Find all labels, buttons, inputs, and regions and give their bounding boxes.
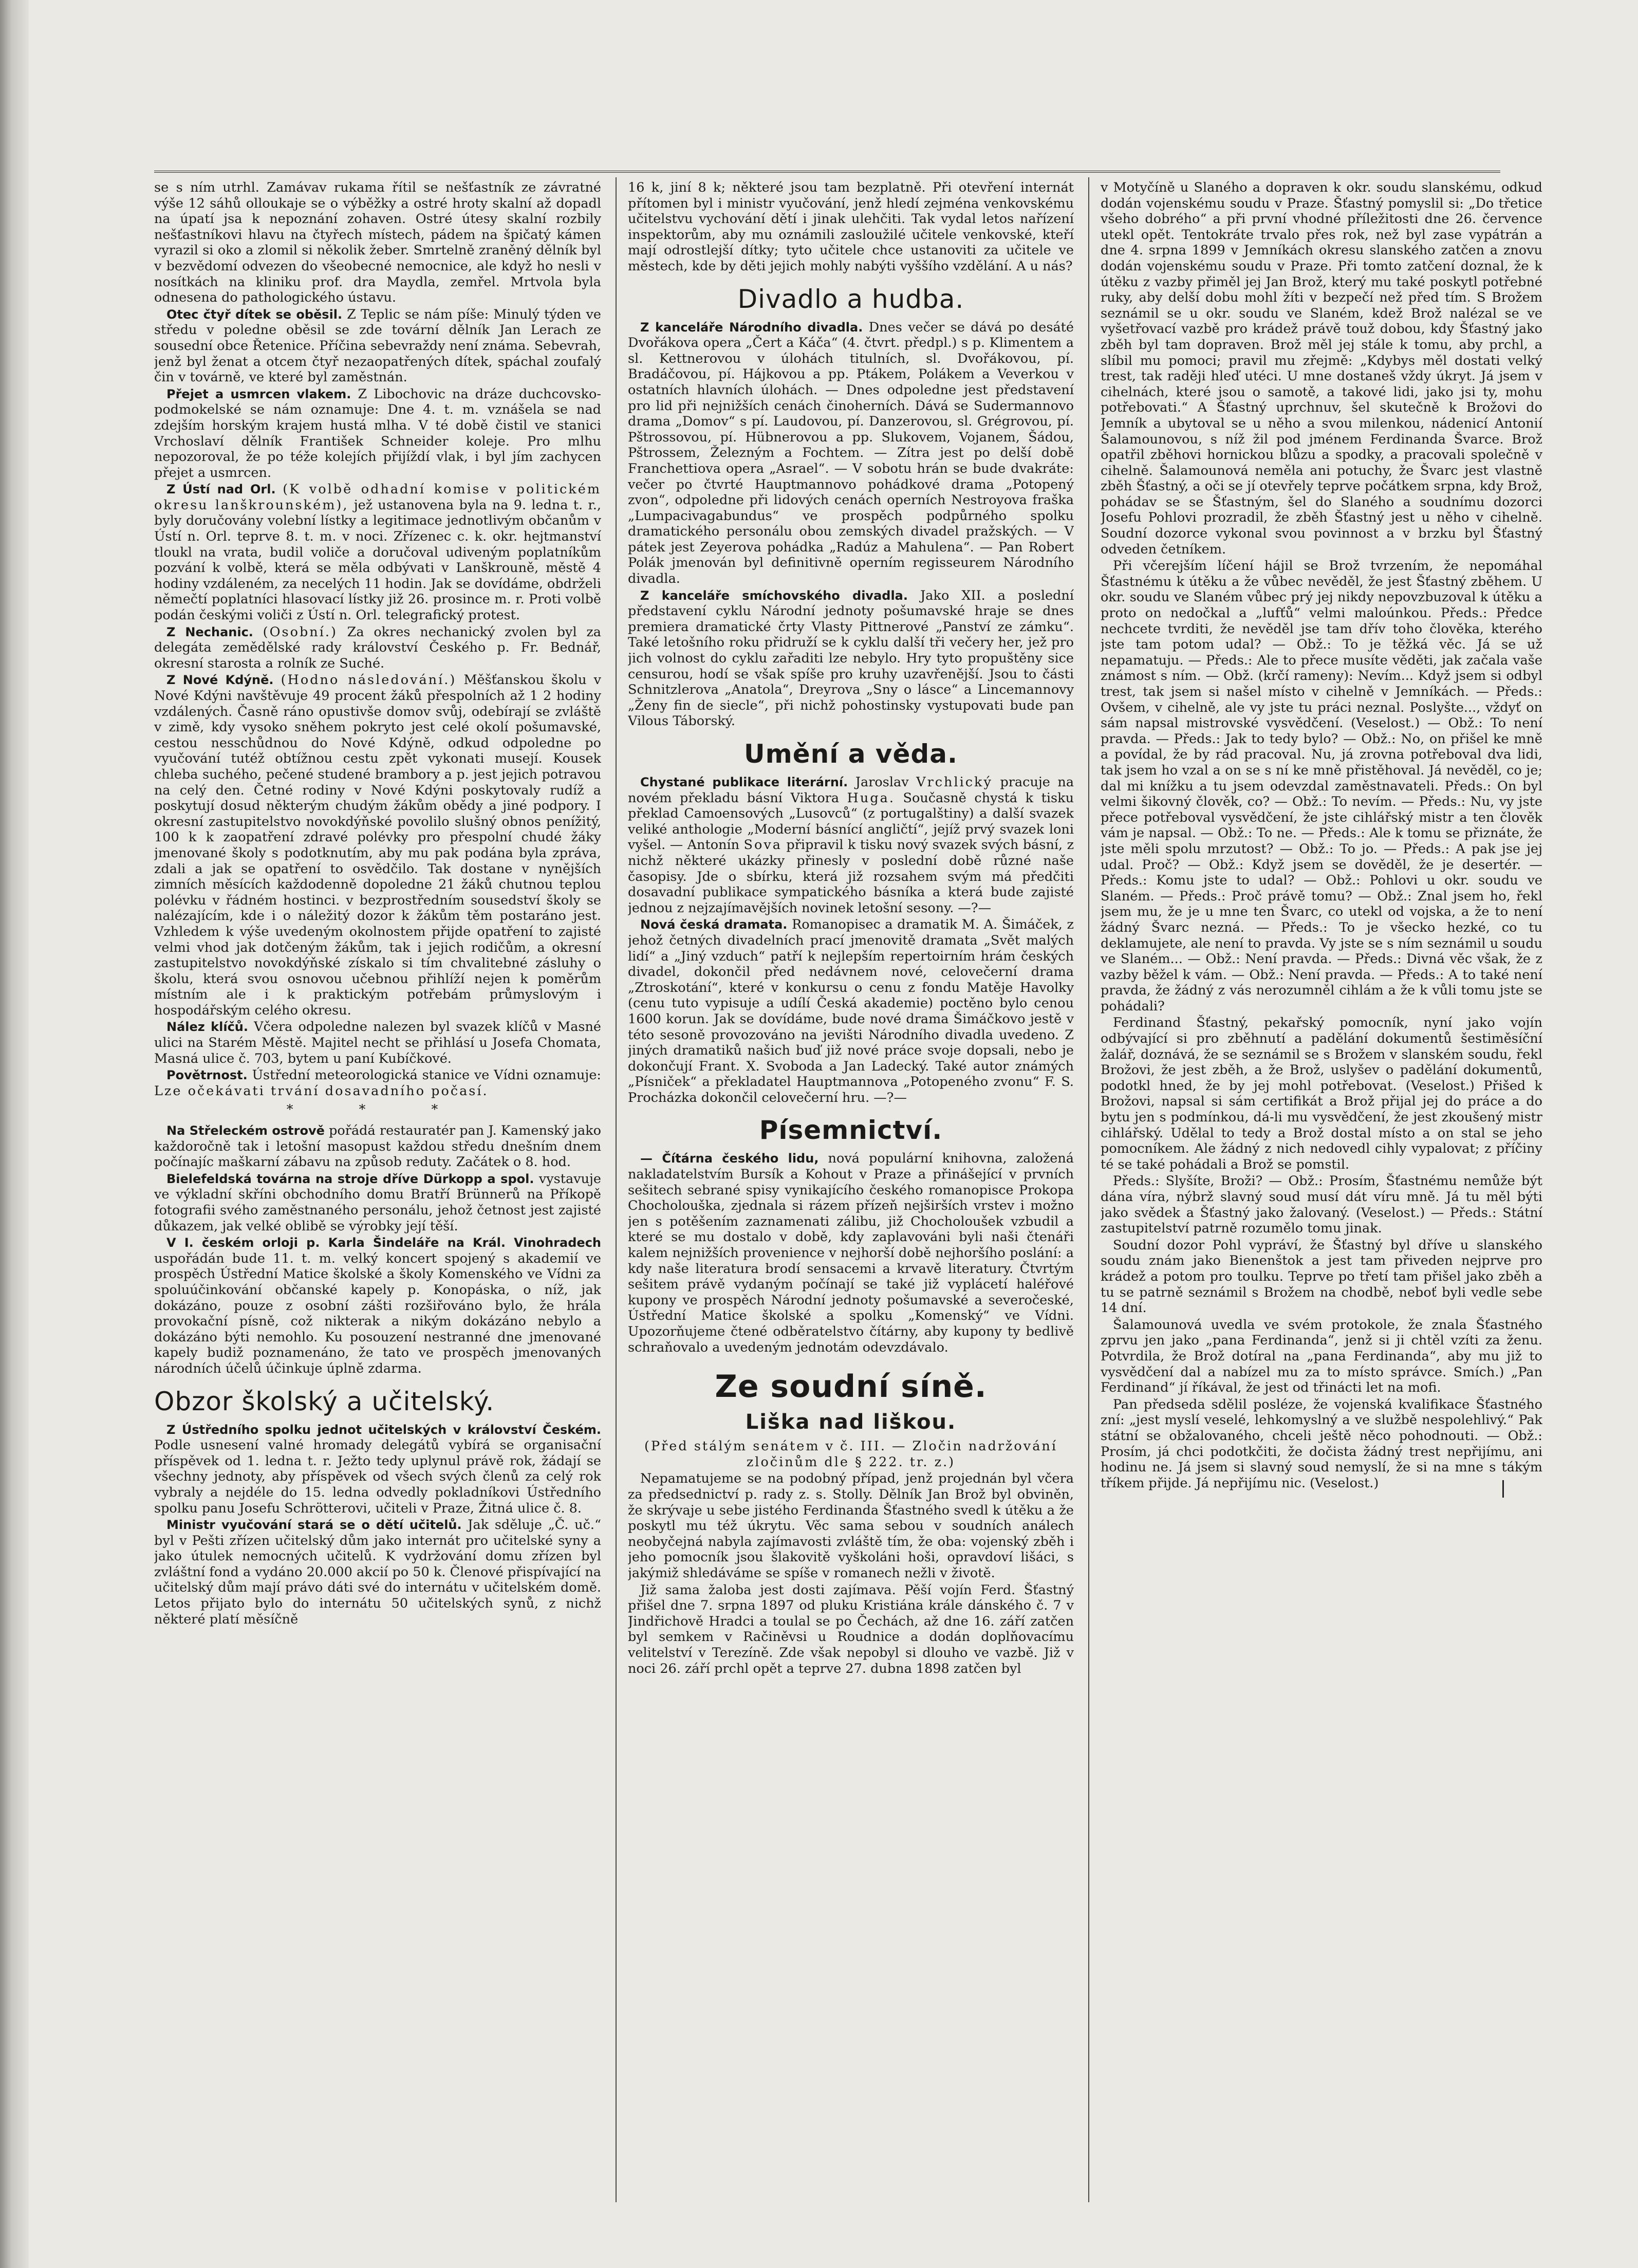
news-item	[628, 588, 1074, 729]
item-text: Z Teplic se nám píše: Minulý týden ve středu v poledne oběsil se zde tovární dělník Jan Lerach ze sousední obce Řetenice. Příčina sebevraždy není známa. Sebevrah, jenž byl ženat a otcem čtyř nezaopatřených dítek, spáchal zoufalý čin v továrně, ve které byl zaměstnán.	[154, 306, 601, 385]
item-text: uspořádán bude 11. t. m. velký koncert spojený s akademií ve prospěch Ústřední Matice školské a školy Komenského ve Vídni za spoluúčinkování občanské kapely p. Konopáska, o níž, jak dokázáno, pouze z osobní zášti rozšiřováno bylo, že hrála provokační písně, což nikterak a nikým dokázáno nebylo a dokázáno býti nemohlo. Ku posouzení nestranné dne jmenované kapely budiž poznamenáno, že tato ve prospěch jmenovaných národních účelů účinkuje úplně zdarma.	[154, 1250, 601, 1376]
item-heading: Bielefeldská továrna na stroje dříve Dürkopp a spol.	[166, 1171, 534, 1186]
item-heading: Povětrnost.	[166, 1068, 248, 1083]
item-text: nová populární knihovna, založená nakladatelstvím Bursík a Kohout v Praze a přinášející v prvních sešitech sebrané spisy vynikajícího českého romanopisce Prokopa Chocholouška, zjednala si rázem přízeň nejširších vrstev i možno jen s potěšením zaznamenati zálibu, již Chocholoušek vzbudil a které se mu dostalo v době, kdy zaplavováni byli naši čtenáři kalem nejnižších provenience v nejhorší době nejhoršího poslání: a kdy naše literatura brodí sensacemi a krvavě literatury. Čtvrtým sešitem právě vydaným počínají se také již vyplácetí haléřové kupony ve prospěch Národní jednoty pošumavské a severočeské, Ústřední Matice školské a spolku „Komenský“ ve Vídni. Upozorňujeme čtené odběratelstvo čítárny, aby kupony ty bedlivě schraňovalo a uvedeným jednotám odevzdávalo.	[628, 1151, 1074, 1355]
news-item	[154, 624, 601, 672]
binding-edge	[0, 0, 29, 2268]
section-heading-school: Obzor školský a učitelský.	[154, 1386, 495, 1416]
news-item	[628, 917, 1074, 1105]
court-text: v Motyčíně u Slaného a dopraven k okr. soudu slanskému, odkud dodán vojenskému soudu v Praze. Šťastný pomyslil si: „Do třetice všeho dobrého“ a při první vhodné příležitosti dne 26. července utekl opět. Tentokráte trvalo přes rok, než byl zase vypátrán a dne 4. srpna 1899 v Jemníkách okresu slanského zatčen a znovu dodán vojenskému soudu v Praze. Při tomto zatčení doznal, že k útěku z vazby přiměl jej Jan Brož, který mu také poskytl potřebné ruky, aby delší dobu mohl žíti v bezpečí než před tím. S Brožem seznámil se u okr. soudu ve Slaném, kdež Brož nalézal se ve vyšetřovací vazbě pro krádež právě touž dobou, kdy Šťastný jako zběh byl tam dopraven. Brož měl jej stále k tomu, aby prchl, a slíbil mu pomoci; pravil mu zřejmě: „Kdybys měl dostati velký trest, tak raději hleď utéci. U mne dostaneš vždy úkryt. Já jsem v cihelnách, které jsou o samotě, a takové lidi, jako jsi ty, mohu potřebovati.“ A Šťastný uprchnuv, šel skutečně k Brožovi do Jemník a ubytoval se u něho a svou milenkou, nádenicí Antonií Šalamounovou, s níž žil pod jménem Ferdinanda Švarce. Brož opatřil zběhovi hornickou blůzu a spodky, a pracovali společně v cihelně. Šalamounová neměla ani potuchy, že Švarc jest vlastně zběh Šťastný, a oči se jí otevřely teprve počátkem srpna, kdy Brož, pohádav se se Šťastným, šel do Slaného a soudnímu dozorci Josefu Pohlovi prozradil, že zběh Šťastný jest u něho v cihelně. Soudní dozorce vykonal svou povinnost a v brzku byl Šťastný odveden četníkem.	[1101, 180, 1542, 557]
item-spaced: Lze očekávati trvání dosavadního počasí.	[154, 1083, 489, 1099]
article-text: 16 k, jiní 8 k; některé jsou tam bezplatně. Při otevření internát přítomen byl i ministr vyučování, jenž hledí zejména venkovskému učitelstvu vychování dětí i jinak ulehčiti. Tak vydal letos nařízení inspektorům, aby mu oznámili zasloužilé učitele venkovské, kteří mají odrostlejší dítky; tyto učitele chce ustanoviti za učitele ve městech, kde by děti jejich mohly nabýti vyššího vzdělání. A u nás?	[628, 180, 1074, 274]
column-rule-1	[616, 177, 617, 2202]
item-text: připravil k tisku nový svazek svých básní, z nichž některé ukázky přinesly v poslední době různé naše časopisy. Jde o sbírku, která již rozsahem svým má předčiti dosavadní publikace sympatického básníka a která bude zajisté jednou z nejzajímavějších novinek letošní sesony. —?—	[628, 837, 1074, 916]
item-heading: Z Nové Kdýně.	[166, 673, 274, 688]
item-heading: Otec čtyř dítek se oběsil.	[166, 307, 343, 322]
item-text: Romanopisec a dramatik M. A. Šimáček, z jehož četných divadelních prací jmenovitě dramata „Svět malých lidí“ a „Jiný vzduch“ patří k nejlepším repertoirním hrám českých divadel, dokončil před nedávnem nové, celovečerní drama „Ztroskotání“, které v konkursu o cenu z fondu Matěje Havolky (cenu tuto vypisuje a udílí Česká akademie) poctěno bylo cenou 1600 korun. Jak se dovídáme, bude nové drama Šimáčkovo jestě v této sesoně provozováno na jevišti Národního divadla uvedeno. Z jiných dramatiků našich buď již nové práce svoje dopsali, nebo je dokončují Frant. X. Svoboda a Jan Ladecký. Také autor známých „Písniček“ a překladatel Hauptmannova „Potopeného zvonu“ F. S. Procházka dokončil celovečerní hru. —?—	[628, 917, 1074, 1105]
item-heading: Nová česká dramata.	[640, 917, 788, 932]
item-heading: Ministr vyučování stará se o dětí učitelů.	[166, 1518, 462, 1533]
court-text: Pan předseda sdělil posléze, že vojenská kvalifikace Šťastného zní: „jest myslí veselé, lehkomyslný a ve službě nespolehlivý.“ Pak státní se obžalovaného, chceli ještě něco pohodnouti. — Obž.: Prosím, já chci podotkčiti, že dočista žádný trest nepřijímu, ani hodinu ne. Já jsem si slavný soud nemyslí, že si na mne s tákým tříkem přijde. Já nepřijímu nic. (Veselost.)	[1101, 1396, 1542, 1491]
item-text: Podle usnesení valné hromady delegátů vybírá se organisační příspěvek od 1. ledna t. r. Ježto tedy uplynul právě rok, žádají se všechny jednoty, aby příspěvek od všech svých členů za celý rok vybraly a nejdéle do 15. ledna odvedly pokladníkovi Ústředního spolku panu Josefu Schrötterovi, učiteli v Praze, Žitná ulice č. 8.	[154, 1437, 601, 1516]
court-text: Ferdinand Šťastný, pekařský pomocník, nyní jako vojín odbývající si pro zběhnutí a padělání dokumentů šestiměsíční žalář, doznává, že se seznámil se s Brožem v slanském soudu, řekl Brožovi, že jest zběh, a že Brož, uslyšev o padělání dokumentů, podotkl hned, že by jej mohl potřebovat. (Veselost.) Přišed k Brožovi, napsal si sám certifikát a Brož přijal jej do práce a do bytu jen s podmínkou, dá-li mu vysvědčení, že jest zkoušený mistr cihlářský. Udělal to tedy a Brož dostal místo a on stal se jeho pomocníkem. Ale žádný z nich nedovedl cihly vypalovat; z příčiny té se také pohádali a Brož se pomstil.	[1101, 1015, 1542, 1172]
court-article-title: Liška nad liškou.	[745, 1410, 957, 1434]
news-item	[628, 775, 1074, 916]
item-text: Za okres nechanický zvolen byl za delegáta zemědělské rady království Českého p. Fr. Bednář, okresní starosta a rolník ze Suché.	[154, 624, 601, 671]
section-heading-literature: Písemnictví.	[759, 1115, 943, 1146]
news-item	[154, 1123, 601, 1170]
news-item	[154, 1235, 601, 1376]
item-heading: Z kanceláře smíchovského divadla.	[640, 588, 908, 603]
item-text: Dnes večer se dává po desáté Dvořákova opera „Čert a Káča“ (4. čtvrt. předpl.) s p. Klimentem a sl. Kettnerovou v úlohách titulních, sl. Dvořákovou, pí. Bradáčovou, pí. Hájkovou a pp. Ptákem, Polákem a Veverkou v ostatních hlavních úlohách. — Dnes odpoledne jest představení pro lid při nejnižších cenách činoherních. Dává se Sudermannovo drama „Domov“ s pí. Laudovou, pí. Danzerovou, sl. Grégrovou, pí. Pštrossovou, pí. Hübnerovou a pp. Slukovem, Vojanem, Šádou, Pštrossem, Železným a Fochtem. — Zítra jest po delší době Franchettiova opera „Asrael“. — V sobotu hrán se bude dvakráte: večer po čtvrté Hauptmannovo pohádkové drama „Potopený zvon“, odpoledne při lidových cenách operních Nestroyova fraška „Lumpacivagabundus“ ve prospěch podpůrného spolku dramatického personálu obou zemských divadel pražských. — V pátek jest Zeyerova pohádka „Radúz a Mahulena“. — Pan Robert Polák jmenován byl definitivně operním regisseurem Národního divadla.	[628, 319, 1074, 587]
news-item	[154, 1422, 601, 1517]
item-text: Jako XII. a poslední představení cyklu Národní jednoty pošumavské hraje se dnes premiera dramatické črty Vlasty Pittnerové „Panství ze zámku“. Také letošního roku přidruží se k cyklu další tři večery her, jež pro jich volnost do cyklu zařaditi lze nebylo. Hry tyto propuštěny sice censurou, hodí se však spíše pro kruhy uzavřenější. Jsou to části Schnitzlerova „Anatola“, Dreyrova „Sny o lásce“ a Lincemannovy „Ženy fin de siecle“, při nichž pohostinsky vystupovati bude pan Vilous Táborský.	[628, 587, 1074, 729]
section-heading-court: Ze soudní síně.	[715, 1369, 987, 1405]
item-text: pořádá restauratér pan J. Kamenský jako každoročně tak i letošní masopust každou středu dnešním dnem počínajíc maškarní zábavu na způsob reduty. Začátek o 8. hod.	[154, 1123, 601, 1170]
item-spaced: (Hodno následování.)	[281, 672, 457, 688]
item-spaced: (Osobní.)	[263, 624, 338, 640]
court-text: Šalamounová uvedla ve svém protokole, že znala Šťastného zprvu jen jako „pana Ferdinanda“, jenž si ji chtěl vzíti za ženu. Potvrdila, že Brož dotíral na „pana Ferdinanda“, aby mu již to vysvědčení dal a nabízel mu za to místo správce. Smích.) „Pan Ferdinand“ jí říkával, že jest od třinácti let na mofi.	[1101, 1317, 1542, 1396]
court-text: Při včerejším líčení hájil se Brož tvrzením, že nepomáhal Šťastnému k útěku a že vůbec nevěděl, že jest Šťastný zběhem. U okr. soudu ve Slaném vůbec prý jej nikdy nepovzbuzoval k útěku a proto on nedočkal a „lufťů“ velmi maloúnkou. Předs.: Předce nechcete tvrditi, že nevěděl jse tam dřív toho člověka, kterého jste tam potom udal? — Obž.: To je těžká věc. Já se už nepamatuju. — Předs.: Ale to přece musíte věděti, jak začala vaše známost s ním. — Obž. (krčí rameny): Nevím... Když jsem si odbyl trest, tak jsem si našel místo v cihelně v Jemníkách. — Předs.: Ovšem, v cihelně, ale vy jste tu práci neznal. Poslyšte..., vždyť on sám napsal mistrovské vysvědčení. (Veselost.) — Obž.: To není pravda. — Předs.: Jak to tedy bylo? — Obž.: No, on přišel ke mně a povídal, že by rád pracoval. Nu, já zrovna potřeboval dva lidi, tak jsem ho vzal a on se s ní ke mně přistěhoval. Já nevěděl, co je; dal mi knížku a tu jsem odevzdal zaměstnavateli. Předs.: On byl velmi šikovný člověk, co? — Obž.: To nevím. — Předs.: Nu, vy jste přece potřeboval vysvědčení, že jste cihlářský mistr a ten člověk vám je napsal. — Obž.: To ne. — Předs.: Ale k tomu se přiznáte, že jste měli spolu mrzutost? — Obž.: To jo. — Předs.: A pak jse jej udal. Proč? — Obž.: Když jsem se dověděl, že je desertér. — Předs.: Komu jste to udal? — Obž.: Pohlovi u okr. soudu ve Slaném. — Předs.: Proč právě tomu? — Obž.: Znal jsem ho, řekl jsem mu, že je u mne ten Švarc, co utekl od vojska, a že to není žádný Švarc nezná. — Předs.: To je všecko hezké, co tu deklamujete, ale není to pravda. Vy jste se s ním seznámil u soudu ve Slaném... — Obž.: Není pravda. — Předs.: Divná věc však, že z vazby běžel k vám. — Obž.: Není pravda. — Předs.: A to také není pravda, že žádný z vás nerozumněl cihlám a že k vůli tomu jste se pohádali?	[1101, 558, 1542, 1014]
item-spaced: (K volbě odhadní komise v politickém okresu lanškrounském),	[154, 482, 601, 513]
court-text: Soudní dozor Pohl vypráví, že Šťastný byl dříve u slanského soudu znám jako Bienenštok a jest tam přiveden nejprve pro krádež a potom pro toulku. Teprve po třetí tam přišel jako zběh a tu se patrně seznámil s Brožem na chodbě, neboť byli vedle sebe 14 dní.	[1101, 1237, 1542, 1316]
article-text: se s ním utrhl. Zamávav rukama řítil se nešťastník ze závratné výše 12 sáhů olloukaje se o výběžky a ostré hroty skalní až dopadl na úpatí jsa k nepoznání zohaven. Ostré útesy skalní rozbily nešťastníkovi hlavu na čtyřech místech, pádem na špičatý kámen vyrazil si oko a zlomil si několik žeber. Smrtelně zraněný dělník byl v bezvědomí odvezen do všeobecné nemocnice, ale když ho nesli v nosítkách na kliniku prof. dra Maydla, zemřel. Mrtvola byla odnesena do pathologického ústavu.	[154, 180, 601, 306]
column-rule-2	[1088, 177, 1089, 2202]
item-text: jež ustanovena byla na 9. ledna t. r., byly doručovány volební lístky a legitimace jednotlivým občanům v Ústí n. Orl. teprve 8. t. m. v noci. Zřízenec c. k. okr. hejtmanství tloukl na vrata, budil voliče a doručoval udiveným poplatníkům pozvání k volbě, která se měla odbývati v Lanškrouně, městě 4 hodiny vzdáleném, za necelých 11 hodin. Jak se dovídáme, obdrželi němečtí poplatníci hlasovací lístky již 26. prosince m. r. Proti volbě podán českými voliči z Ústí n. Orl. telegrafický protest.	[154, 497, 601, 623]
news-item	[628, 320, 1074, 587]
section-heading-theatre: Divadlo a hudba.	[737, 284, 964, 314]
item-heading: Z kanceláře Národního divadla.	[640, 320, 863, 335]
court-text: Předs.: Slyšíte, Broži? — Obž.: Prosím, Šťastnému nemůže být dána víra, nýbrž slavný soud musí dát víru mně. Já tu měl býti jako svědek a Šťastný jako žalovaný. (Veselost.) — Předs.: Státní zastupitelství patrně rozumělo tomu jinak.	[1101, 1173, 1542, 1237]
margin-mark	[1502, 1480, 1504, 1498]
court-article-subhead: (Před stálým senátem v č. III. — Zločin nadržování zločinům dle § 222. tr. z.)	[644, 1439, 1057, 1470]
news-item	[154, 672, 601, 1018]
item-text: Měšťanskou školu v Nové Kdýni navštěvuje 49 procent žáků přespolních až 1 2 hodiny vzdálených. Časně ráno opustivše domov svůj, odebírají se zvláště v zimě, kdy vysoko sněhem pokryto jest celé okolí pošumavské, cestou nesschůdnou do Nové Kdýně, odkud odpoledne po vyučování tutéž obtížnou cestu zpět vykonati musejí. Kousek chleba suchého, pečené studené brambory a p. jest jejich potravou na celý den. Četné rodiny v Nové Kdýni poskytovaly rudíž a poskytují dosud některým chudým žákům obědy a jiné podpory. I okresní zastupitelstvo novokdýňské povolilo slušný obnos penížitý, 100 k k zaopatření zdravé polévky pro přespolní chudé žáky jmenované školy s podotknutím, aby mu pak podána byla zpráva, zdali a jak se opatření to osvědčilo. Tak dostane v nynějších zimních měsících každodenně dopoledne 21 žáků chutnou teplou polévku v řádném hostinci. v bezprostředním sousedství školy se nalézajícím, kde i o náležitý dozor k žákům těm postaráno jest. Vzhledem k výše uvedeným okolnostem přijde opatření to zajisté velmi vhod jak dotčeným žákům, tak i jejich rodičům, a okresní zastupitelstvo novokdýňské získalo si tím chvalitebné zásluhy o školu, která svou osnovou učebnou přihlíží nejen k poměrům místním ale i k praktickým potřebám průmyslovým i hospodářským celého okresu.	[154, 672, 601, 1018]
column-1	[154, 180, 601, 2205]
column-3	[1101, 180, 1542, 2205]
item-text: Jaroslav	[855, 775, 909, 790]
item-heading: Z Ústí nad Orl.	[166, 482, 276, 497]
item-text: Včera odpoledne nalezen byl svazek klíčů v Masné ulici na Starém Městě. Majitel necht se přihlásí u Josefa Chomata, Masná ulice č. 703, bytem u paní Kubíčkové.	[154, 1019, 601, 1066]
news-item	[154, 386, 601, 481]
news-item	[154, 1517, 601, 1627]
item-heading: Chystané publikace literární.	[640, 775, 848, 789]
news-item	[154, 1171, 601, 1234]
item-heading: Na Střeleckém ostrově	[166, 1123, 325, 1138]
court-text: Nepamatujeme se na podobný případ, jenž projednán byl včera za předsednictví p. rady z. s. Stolly. Dělník Jan Brož byl obviněn, že skrývaje u sebe jistého Ferdinanda Šťastného svedl k útěku a že poskytl mu též úkrytu. Věc sama sebou v soudních análech neobyčejná nabyla zajímavosti zvláště tím, že oba: vojenský zběh i jeho pomocník jsou šlakovitě vyškoláni hoši, opravdoví lišáci, s jakýmiž shledáváme se spíše v romanech nežli v životě.	[628, 1471, 1074, 1581]
item-spaced: Huga.	[847, 790, 895, 806]
top-rule	[154, 171, 1500, 173]
item-text: Jak sděluje „Č. uč.“ byl v Pešti zřízen učitelský dům jako internát pro učitelské syny a jako útulek nemocných učitelů. K vydržování domu zřízen byl zvláštní fond a vydáno 20.000 akcií po 50 k. Členové přispívající na učitelský dům mají právo dáti své do internátu v učitelském domě. Letos přijato bylo do internátu 50 učitelských synů, z nichž některé platí měsíčně	[154, 1517, 601, 1627]
item-text: Z Libochovic na dráze duchcovsko-podmokelské se nám oznamuje: Dne 4. t. m. vznášela se nad zdejším horským krajem hustá mlha. V té době čistil ve stanici Vrchoslaví dělník František Schneider koleje. Pro mlhu nepozoroval, že po téže kolejích přijíždí vlak, i byl jím zachycen přejet a usmrcen.	[154, 386, 601, 481]
section-divider-stars: * * *	[286, 1102, 469, 1118]
item-heading: V I. českém orloji p. Karla Šindeláře na Král. Vinohradech	[166, 1236, 601, 1250]
item-text: Ústřední meteorologická stanice ve Vídni oznamuje:	[252, 1067, 601, 1083]
column-2	[628, 180, 1074, 2205]
item-text: pracuje na novém překladu básní Viktora	[628, 775, 1074, 806]
item-spaced: Vrchlický	[916, 775, 993, 790]
item-heading: Z Nechanic.	[166, 624, 253, 639]
news-item	[154, 1019, 601, 1066]
news-item	[154, 482, 601, 623]
item-text: vystavuje ve výkladní skříni obchodního domu Bratří Brünnerů na Příkopě fotografii svého zaměstnaného personálu, jehož četnost jest zajisté důkazem, jak velké oblibě se výrobky její těší.	[154, 1171, 601, 1234]
item-heading: Přejet a usmrcen vlakem.	[166, 386, 351, 401]
court-text: Již sama žaloba jest dosti zajímava. Pěší vojín Ferd. Šťastný přišel dne 7. srpna 1897 od pluku Kristiána krále dánského č. 7 v Jindřichově Hradci a toulal se po Čechách, až dne 16. září zatčen byl semkem v Račiněvsi u Roudnice a dodán doplňovacímu velitelství v Terezíně. Zde však nepobyl si dlouho ve vazbě. Již v noci 26. září prchl opět a teprve 27. dubna 1898 zatčen byl	[628, 1582, 1074, 1676]
news-item	[628, 1151, 1074, 1355]
item-spaced: Sova	[743, 837, 782, 853]
item-heading: Nález klíčů.	[166, 1020, 248, 1035]
section-heading-art: Umění a věda.	[744, 739, 958, 769]
item-heading: — Čítárna českého lidu,	[640, 1151, 819, 1166]
news-item	[154, 307, 601, 385]
item-text: Současně chystá k tisku překlad Camoensových „Lusovců“ (z portugalštiny) a další svazek veliké anthologie „Moderní básnící angličtí“, jejíž prvý svazek loni vyšel. — Antonín	[628, 790, 1074, 853]
news-item	[154, 1067, 601, 1099]
item-heading: Z Ústředního spolku jednot učitelských v království Českém.	[166, 1422, 601, 1437]
